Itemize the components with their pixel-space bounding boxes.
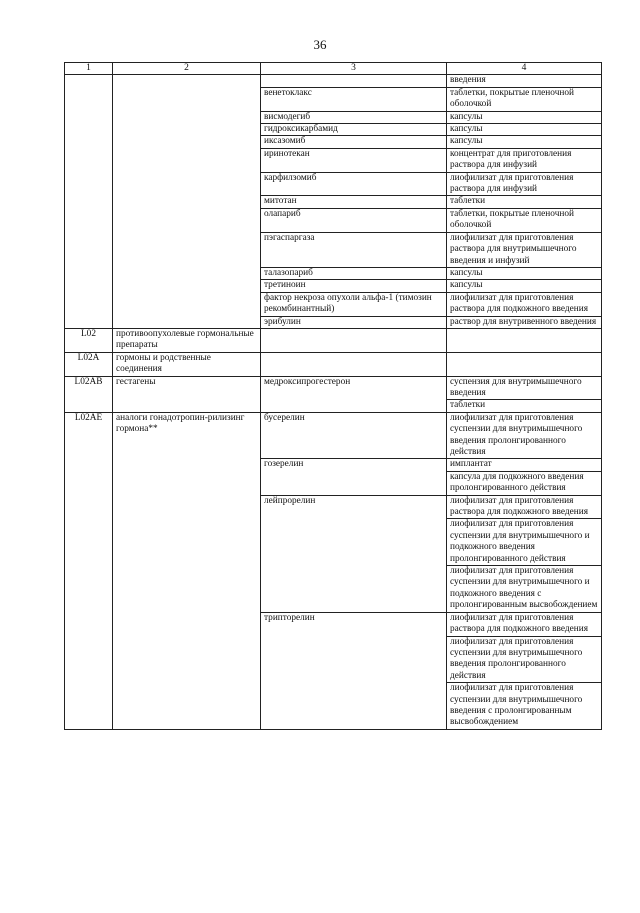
table-header-row bbox=[65, 63, 602, 75]
drug-name-cell: гидроксикарбамид bbox=[261, 124, 447, 136]
col-header-2: 2 bbox=[113, 63, 261, 75]
group-name-cell bbox=[113, 75, 261, 329]
drug-name-cell: медроксипрогестерон bbox=[261, 376, 447, 412]
dosage-form-cell: таблетки, покрытые пленочной оболочкой bbox=[447, 208, 602, 232]
table-row bbox=[65, 328, 602, 352]
col-header-1: 1 bbox=[65, 63, 113, 75]
dosage-form-cell bbox=[447, 352, 602, 376]
dosage-form-cell: таблетки bbox=[447, 400, 602, 412]
group-name-cell: гестагены bbox=[113, 376, 261, 412]
atc-code-cell: L02AE bbox=[65, 412, 113, 729]
dosage-form-cell: капсулы bbox=[447, 267, 602, 279]
group-name-cell: гормоны и родственные соединения bbox=[113, 352, 261, 376]
dosage-form-cell: лиофилизат для приготовления раствора для внутримышечного введения и инфузий bbox=[447, 232, 602, 267]
dosage-form-cell: таблетки bbox=[447, 196, 602, 208]
drug-name-cell: венетоклакс bbox=[261, 87, 447, 111]
atc-code-cell bbox=[65, 75, 113, 329]
drug-name-cell: эрибулин bbox=[261, 316, 447, 328]
atc-code-cell: L02A bbox=[65, 352, 113, 376]
table-row bbox=[65, 376, 602, 400]
drug-name-cell: трипторелин bbox=[261, 612, 447, 729]
drug-name-cell: пэгаспаргаза bbox=[261, 232, 447, 267]
col-header-3: 3 bbox=[261, 63, 447, 75]
drug-name-cell: гозерелин bbox=[261, 459, 447, 495]
group-name-cell: аналоги гонадотропин-рилизинг гормона** bbox=[113, 412, 261, 729]
dosage-form-cell: введения bbox=[447, 75, 602, 87]
dosage-form-cell: раствор для внутривенного введения bbox=[447, 316, 602, 328]
dosage-form-cell: капсула для подкожного введения пролонгированного действия bbox=[447, 471, 602, 495]
col-header-4: 4 bbox=[447, 63, 602, 75]
drug-name-cell: лейпрорелин bbox=[261, 495, 447, 612]
dosage-form-cell: капсулы bbox=[447, 280, 602, 292]
drug-name-cell: третиноин bbox=[261, 280, 447, 292]
dosage-form-cell: лиофилизат для приготовления раствора для инфузий bbox=[447, 172, 602, 196]
drug-name-cell: талазопариб bbox=[261, 267, 447, 279]
table-row bbox=[65, 412, 602, 459]
group-name-cell: противоопухолевые гормональные препараты bbox=[113, 328, 261, 352]
dosage-form-cell: лиофилизат для приготовления суспензии для внутримышечного введения пролонгированного действия bbox=[447, 412, 602, 459]
dosage-form-cell: лиофилизат для приготовления раствора для подкожного введения bbox=[447, 495, 602, 519]
drug-name-cell bbox=[261, 75, 447, 87]
dosage-form-cell: капсулы bbox=[447, 136, 602, 148]
dosage-form-cell: лиофилизат для приготовления суспензии для внутримышечного введения с пролонгированным высвобождением bbox=[447, 683, 602, 730]
dosage-form-cell: суспензия для внутримышечного введения bbox=[447, 376, 602, 400]
dosage-form-cell: лиофилизат для приготовления раствора для подкожного введения bbox=[447, 612, 602, 636]
table-row bbox=[65, 352, 602, 376]
dosage-form-cell: лиофилизат для приготовления суспензии для внутримышечного и подкожного введения с пролонгированным высвобождением bbox=[447, 566, 602, 613]
atc-code-cell: L02AB bbox=[65, 376, 113, 412]
drug-name-cell: митотан bbox=[261, 196, 447, 208]
dosage-form-cell bbox=[447, 328, 602, 352]
drug-name-cell: иринотекан bbox=[261, 148, 447, 172]
dosage-form-cell: таблетки, покрытые пленочной оболочкой bbox=[447, 87, 602, 111]
drug-name-cell bbox=[261, 328, 447, 352]
atc-code-cell: L02 bbox=[65, 328, 113, 352]
dosage-form-cell: капсулы bbox=[447, 124, 602, 136]
drug-name-cell: висмодегиб bbox=[261, 111, 447, 123]
drug-name-cell bbox=[261, 352, 447, 376]
drug-name-cell: фактор некроза опухоли альфа-1 (тимозин рекомбинантный) bbox=[261, 292, 447, 316]
drug-name-cell: олапариб bbox=[261, 208, 447, 232]
dosage-form-cell: лиофилизат для приготовления раствора для подкожного введения bbox=[447, 292, 602, 316]
dosage-form-cell: концентрат для приготовления раствора для инфузий bbox=[447, 148, 602, 172]
drug-name-cell: бусерелин bbox=[261, 412, 447, 459]
dosage-form-cell: лиофилизат для приготовления суспензии для внутримышечного и подкожного введения пролонгированного действия bbox=[447, 519, 602, 566]
table-row bbox=[65, 75, 602, 87]
drug-table bbox=[64, 62, 602, 730]
drug-name-cell: иксазомиб bbox=[261, 136, 447, 148]
dosage-form-cell: имплантат bbox=[447, 459, 602, 471]
dosage-form-cell: капсулы bbox=[447, 111, 602, 123]
drug-name-cell: карфилзомиб bbox=[261, 172, 447, 196]
page-number: 36 bbox=[313, 37, 327, 52]
dosage-form-cell: лиофилизат для приготовления суспензии для внутримышечного введения пролонгированного действия bbox=[447, 636, 602, 683]
